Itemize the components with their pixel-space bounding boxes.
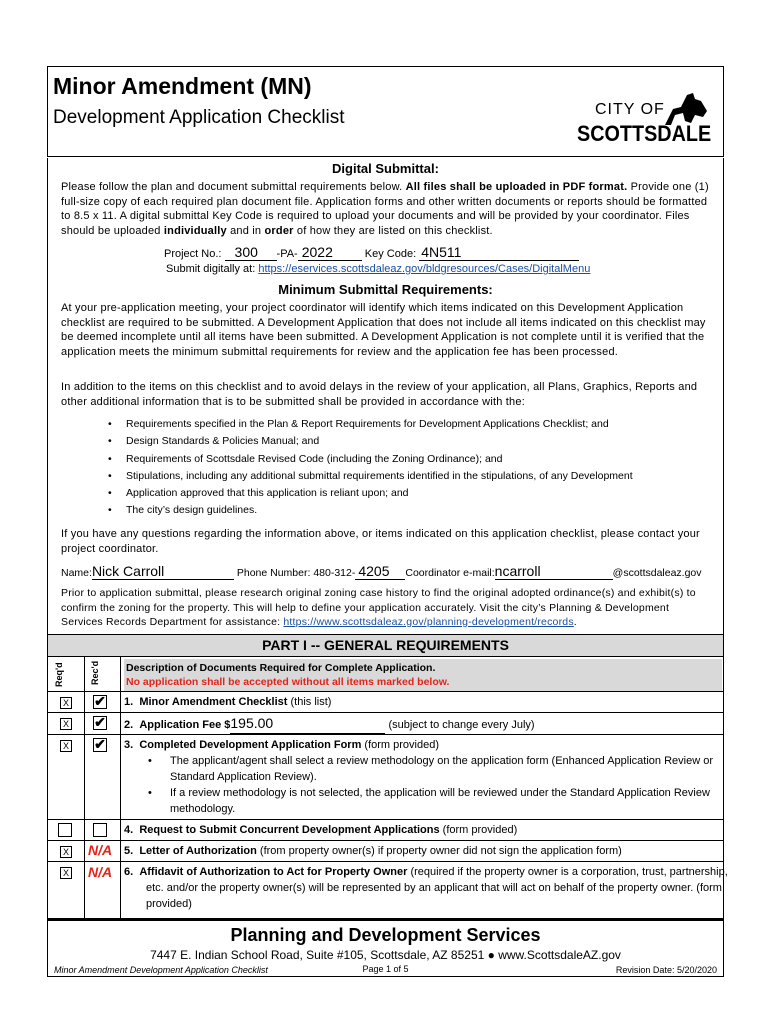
coordinator-name-field[interactable]: Nick Carroll [91, 563, 165, 579]
application-fee-field[interactable]: 195.00 [230, 715, 274, 731]
logo-name-text: SCOTTSDALE [577, 121, 712, 146]
digital-menu-link[interactable]: https://eservices.scottsdaleaz.gov/bldgresources/Cases/DigitalMenu [258, 263, 591, 275]
footer-title: Planning and Development Services [230, 925, 541, 945]
digital-submittal-text: Please follow the plan and document submittal requirements below. All files shall be uploaded in PDF format. Provide one (1) full-size copy of each required plan document file. Application forms and other written documents or reports should be formatted to 8.5 x 11. A digital submittal Key Code is required to upload your documents and will be provided by your coordinator. Files should be uploaded individually and in order of how they are listed on this checklist. [61, 181, 709, 237]
checklist-table: Req'd Rec'd Description of Documents Required for Complete Application. No application shall be accepted without all items marked below. X ✔ 1. Minor Amendment Checklist (this list) X ✔ 2. Application Fee $195.00 (subject to change every July) X ✔ 3. Completed Development Application Form (form provided) • The applicant/agent shall select a review methodology on the application form (Enhanced Application Review or Standard Application Review). • If a review methodology is not selected, the application will be reviewed under the Standard Application Review methodology. 4. Request to Submit Concurrent Development Applications (form provided) X N/A 5. Letter of Authorization (from property owner(s) if property owner did not sign the application form) X N/A 6. Affidavit of Authorization to Act for Property Owner (required if the property owner is a corporation, trust, partnership, etc. and/or the property owner(s) will be represented by an applicant that will act on behalf of the property owner. (form provided) [47, 656, 724, 919]
recd-checkbox[interactable]: ✔ [94, 736, 106, 752]
key-code-field[interactable]: 4N511 [421, 244, 462, 260]
digital-submittal-heading: Digital Submittal: [332, 161, 439, 176]
checklist-item: 1. Minor Amendment Checklist (this list) [124, 696, 332, 708]
recd-checkbox[interactable] [93, 823, 107, 837]
page-subtitle: Development Application Checklist [53, 107, 345, 128]
checklist-item: 3. Completed Development Application Form (form provided) [124, 739, 440, 751]
description-header: Description of Documents Required for Complete Application. No application shall be accepted without all items marked below. [124, 659, 722, 691]
list-item: • Design Standards & Policies Manual; and [108, 433, 708, 450]
checklist-item: 2. Application Fee $195.00 (subject to change every July) [124, 715, 714, 734]
list-item: • Requirements specified in the Plan & Report Requirements for Development Applications Checklist; and [108, 416, 708, 433]
minimum-requirements-heading: Minimum Submittal Requirements: [278, 282, 493, 297]
page-title: Minor Amendment (MN) [53, 73, 312, 99]
reqd-checkbox[interactable]: X [60, 697, 72, 709]
phone-field[interactable]: 4205 [358, 563, 390, 579]
list-item: • Requirements of Scottsdale Revised Code (including the Zoning Ordinance); and [108, 451, 708, 468]
footer-page-number: Page 1 of 5 [362, 964, 409, 974]
footer [47, 919, 724, 977]
na-stamp: N/A [88, 864, 113, 880]
part1-heading: PART I -- GENERAL REQUIREMENTS [47, 634, 724, 656]
reqd-checkbox[interactable]: X [60, 740, 72, 752]
scottsdale-logo [577, 87, 717, 147]
footer-revision-date: Revision Date: 5/20/2020 [615, 965, 717, 975]
list-item-continued: • Application approved that this application is reliant upon; and [108, 485, 708, 502]
recd-checkbox[interactable]: ✔ [94, 714, 106, 730]
coordinator-row: Name:Nick Carroll Phone Number: 480-312- 4205 Coordinator e-mail:ncarroll @scottsdaleaz.gov [61, 563, 702, 579]
reqd-checkbox[interactable]: X [60, 846, 72, 858]
reqd-header: Req'd [54, 662, 64, 687]
list-item: • Stipulations, including any additional submittal requirements identified in the stipulations, of any Development [108, 468, 708, 485]
reqd-checkbox[interactable]: X [60, 867, 72, 879]
zoning-history-text: Prior to application submittal, please research original zoning case history to find the original adopted ordinance(s) and exhibit(s) to confirm the zoning for the property. This will help to define your application accurately. Visit the city’s Planning & Development Services Records Department for assistance: https://www.scottsdaleaz.gov/planning-development/records. [61, 587, 696, 628]
project-no-field[interactable]: 300 [234, 244, 258, 260]
header-box [47, 66, 724, 157]
requirements-list [108, 416, 708, 520]
logo-city-text: CITY OF [595, 101, 665, 118]
footer-address: 7447 E. Indian School Road, Suite #105, Scottsdale, AZ 85251 ● www.ScottsdaleAZ.gov [150, 948, 621, 962]
recd-checkbox[interactable]: ✔ [94, 693, 106, 709]
na-stamp: N/A [88, 842, 113, 858]
reqd-checkbox[interactable]: X [60, 718, 72, 730]
list-item: • The city’s design guidelines. [108, 502, 708, 519]
recd-header: Rec'd [90, 660, 100, 685]
records-link[interactable]: https://www.scottsdaleaz.gov/planning-development/records [283, 616, 574, 628]
minimum-requirements-text: At your pre-application meeting, your project coordinator will identify which items indicated on this Development Application checklist are required to be submitted. A Development Application that does not include all items indicated on this checklist may be deemed incomplete until all items have been submitted. A Development Application is not complete until it is verified that the application meets the minimum submittal requirements for review and the application fee has been processed. [61, 302, 706, 358]
checklist-item: 5. Letter of Authorization (from property owner(s) if property owner did not sign the application form) [124, 845, 622, 857]
project-number-row: Project No.: 300 -PA- 2022 Key Code: 4N511 [164, 244, 579, 261]
submit-online-row: Submit digitally at: https://eservices.scottsdaleaz.gov/bldgresources/Cases/DigitalMenu [166, 263, 591, 275]
email-field[interactable]: ncarroll [494, 563, 541, 579]
questions-text: If you have any questions regarding the information above, or items indicated on this application checklist, please contact your project coordinator. [61, 528, 700, 555]
pa-no-field[interactable]: 2022 [301, 244, 333, 260]
checklist-item: 4. Request to Submit Concurrent Development Applications (form provided) [124, 824, 518, 836]
footer-doc-name: Minor Amendment Development Application Checklist [54, 965, 268, 975]
submittal-section [47, 158, 724, 634]
checklist-item: 6. Affidavit of Authorization to Act for Property Owner (required if the property owner is a corporation, trust, partnership, etc. and/or the property owner(s) will be represented by an applicant that will act on behalf of the property owner. (form provided) [124, 866, 728, 910]
reqd-checkbox[interactable] [58, 823, 72, 837]
additional-info-text: In addition to the items on this checklist and to avoid delays in the review of your application, all Plans, Graphics, Reports and other additional information that is to be submitted shall be provided in accordance with the: [61, 381, 698, 408]
